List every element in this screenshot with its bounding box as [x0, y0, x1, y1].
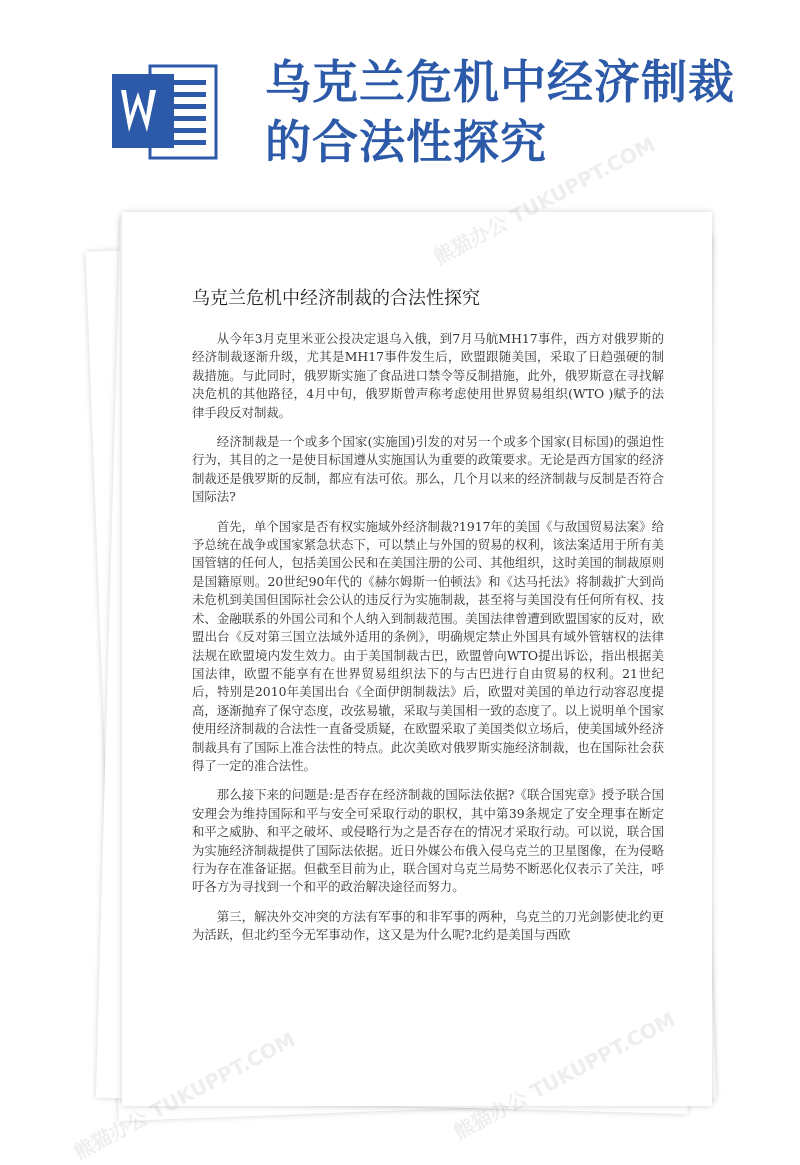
watermark: 熊猫办公	[69, 1105, 152, 1165]
header-banner	[0, 0, 800, 200]
watermark: 熊猫办公 TUKUPPT.COM	[429, 132, 660, 270]
paragraph: 经济制裁是一个或多个国家(实施国)引发的对另一个或多个国家(目标国)的强迫性行为，其目的之一是使目标国遵从实施国认为重要的政策要求。无论是西方国家的经济制裁还是俄罗斯的反制，都应有法可依。那么，几个月以来的经济制裁与反制是否符合国际法?	[192, 434, 664, 505]
document-page	[122, 212, 712, 1106]
document-body	[192, 330, 664, 956]
paragraph: 从今年3月克里米亚公投决定退乌入俄，到7月马航MH17事件，西方对俄罗斯的经济制裁逐渐升级，尤其是MH17事件发生后，欧盟跟随美国，采取了日趋强硬的制裁措施。与此同时，俄罗斯实施了食品进口禁令等反制措施，此外，俄罗斯意在寻找解决危机的其他路径，4月中旬，俄罗斯曾声称考虑使用世界贸易组织(WTO )赋予的法律手段反对制裁。	[192, 331, 664, 420]
banner-title: 乌克兰危机中经济制裁的合法性探究	[265, 55, 735, 169]
paragraph: 首先，单个国家是否有权实施域外经济制裁?1917年的美国《与敌国贸易法案》给予总统在战争或国家紧急状态下，可以禁止与外国的贸易的权利，该法案适用于所有美国管辖的任何人，包括美国公民和在美国注册的公司、其他组织，这时美国的制裁原则是国籍原则。20世纪90年代的《赫尔姆斯一伯顿法》和《达马托法》将制裁扩大到尚未危机到美国但国际社会公认的违反行为实施制裁，甚至将与美国没有任何所有权、技术、金融联系的外国公司和个人纳入到制裁范围。美国法律曾遭到欧盟国家的反对，欧盟出台《反对第三国立法域外适用的条例》，明确规定禁止外国具有域外管辖权的法律法规在欧盟境内发生效力。由于美国制裁古巴，欧盟曾向WTO提出诉讼，指出根据美国法律，欧盟不能享有在世界贸易组织法下的与古巴进行自由贸易的权利。21世纪后，特别是2010年美国出台《全面伊朗制裁法》后，欧盟对美国的单边行动容忍度提高，逐渐抛弃了保守态度，改弦易辙，采取与美国相一致的态度了。以上说明单个国家使用经济制裁的合法性一直备受质疑，在欧盟采取了美国类似立场后，使美国域外经济制裁具有了国际上准合法性的特点。此次美欧对俄罗斯实施经济制裁，也在国际社会获得了一定的准合法性。	[192, 518, 664, 773]
page-title: 乌克兰危机中经济制裁的合法性探究	[192, 288, 480, 309]
word-document-icon	[112, 62, 222, 162]
paragraph: 第三，解决外交冲突的方法有军事的和非军事的两种，乌克兰的刀光剑影使北约更为活跃，但北约至今无军事动作，这又是为什么呢?北约是美国与西欧	[192, 908, 664, 943]
paragraph: 那么接下来的问题是:是否存在经济制裁的国际法依据?《联合国宪章》授予联合国安理会为维持国际和平与安全可采取行动的职权，其中第39条规定了安全理事在断定和平之威胁、和平之破坏、或侵略行为之是否存在的情况才采取行动。可以说，联合国为实施经济制裁提供了国际法依据。近日外媒公布俄入侵乌克兰的卫星图像，在为侵略行为存在准备证据。但截至目前为止，联合国对乌克兰局势不断恶化仅表示了关注，呼吁各方为寻找到一个和平的政治解决途径而努力。	[192, 787, 664, 895]
